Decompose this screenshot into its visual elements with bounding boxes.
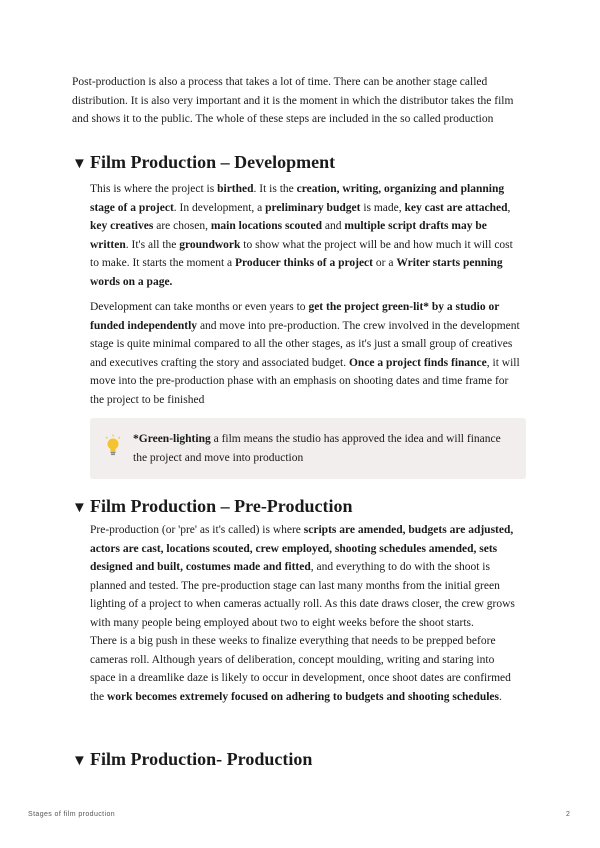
- text-run: ,: [507, 201, 511, 214]
- pre-production-body: [90, 521, 522, 706]
- bold-text: key creatives: [90, 220, 154, 232]
- bold-text: groundwork: [179, 238, 241, 251]
- text-run: are chosen,: [153, 220, 211, 232]
- text-run: and move into pre-production. The crew involved in the development stage is quite minimal compared to all the other stages, as it's just a small group of creatives and executives crafting the story and associated budget.: [90, 319, 520, 369]
- bold-text: work becomes extremely focused on adhering to budgets and shooting schedules: [106, 690, 500, 703]
- bold-text: scripts are amended, budgets are adjusted, actors are cast, locations scouted, crew employed, shooting schedules amended, sets designed and built, costumes made and fitted: [90, 524, 514, 573]
- text-run: , and everything to do with the shoot is planned and tested. The pre-production stage can last many months from the initial green lighting of a project to when cameras actually roll. As this date draws closer, the crew grows with many people being employed about two to eight weeks before the shoot starts.: [90, 561, 515, 629]
- text-run: , it will move into the pre-production phase with an emphasis on shooting dates and time frame for the project to be finished: [90, 356, 520, 406]
- paragraph: [90, 298, 522, 409]
- paragraph: [90, 521, 522, 632]
- text-run: There is a big push in these weeks to finalize everything that needs to be prepped before cameras roll. Although years of deliberation, concept moulding, writing and staring into space in a dreamlike daze is likely to occur in development, once shoot dates are confirmed the: [90, 635, 511, 703]
- heading-text: Film Production – Pre-Production: [90, 496, 353, 516]
- callout-body: a film means the studio has approved the idea and will finance the project and move into production: [133, 433, 501, 464]
- section-heading-pre-production[interactable]: [72, 495, 532, 519]
- text-run: Pre-production (or 'pre' as it's called) is where: [90, 524, 304, 536]
- text-run: . In development, a: [173, 201, 266, 214]
- bold-text: creation, writing, organizing and planning stage of a project: [90, 183, 505, 214]
- callout-bold-term: *Green-lighting: [133, 433, 211, 445]
- text-run: Development can take months or even years to: [90, 301, 309, 313]
- bold-text: Once a project finds finance: [348, 356, 487, 369]
- collapse-triangle-icon[interactable]: ▼: [72, 500, 87, 516]
- callout-box: [90, 418, 526, 479]
- footer-document-title: Stages of film production: [28, 811, 116, 818]
- heading-text: Film Production – Development: [90, 152, 336, 172]
- callout-text: [133, 430, 513, 467]
- text-run: This is where the project is: [90, 183, 218, 195]
- development-body: [90, 180, 522, 409]
- text-run: to show what the project will be and how much it will cost to make. It starts the moment a: [90, 238, 513, 269]
- bold-text: key cast are attached: [404, 201, 508, 214]
- bold-text: main locations scouted: [210, 220, 322, 232]
- text-run: or a: [373, 257, 397, 269]
- footer-page-number: 2: [566, 811, 570, 818]
- heading-text: Film Production- Production: [90, 749, 313, 769]
- intro-paragraph: Post-production is also a process that takes a lot of time. There can be another stage called distribution. It is also very important and it is the moment in which the distributor takes the film and shows it to the public. The whole of these steps are included in the so called production: [72, 76, 514, 125]
- bold-text: Writer starts penning words on a page.: [90, 257, 503, 288]
- bold-text: birthed: [217, 183, 254, 195]
- paragraph: [90, 632, 522, 706]
- collapse-triangle-icon[interactable]: ▼: [72, 753, 87, 769]
- section-heading-production[interactable]: [72, 748, 532, 772]
- text-run: and: [322, 220, 345, 232]
- text-run: . It's all the: [125, 238, 180, 251]
- text-run: .: [499, 690, 502, 703]
- bold-text: multiple script drafts may be written: [90, 220, 487, 251]
- collapse-triangle-icon[interactable]: ▼: [72, 156, 87, 172]
- paragraph: [90, 180, 522, 291]
- bold-text: get the project green-lit* by a studio or funded independently: [90, 301, 500, 332]
- section-heading-development[interactable]: [72, 151, 532, 175]
- lightbulb-icon: [104, 434, 122, 456]
- text-run: is made,: [360, 201, 405, 214]
- text-run: . It is the: [253, 183, 297, 195]
- bold-text: preliminary budget: [265, 201, 361, 214]
- bold-text: Producer thinks of a project: [235, 257, 373, 269]
